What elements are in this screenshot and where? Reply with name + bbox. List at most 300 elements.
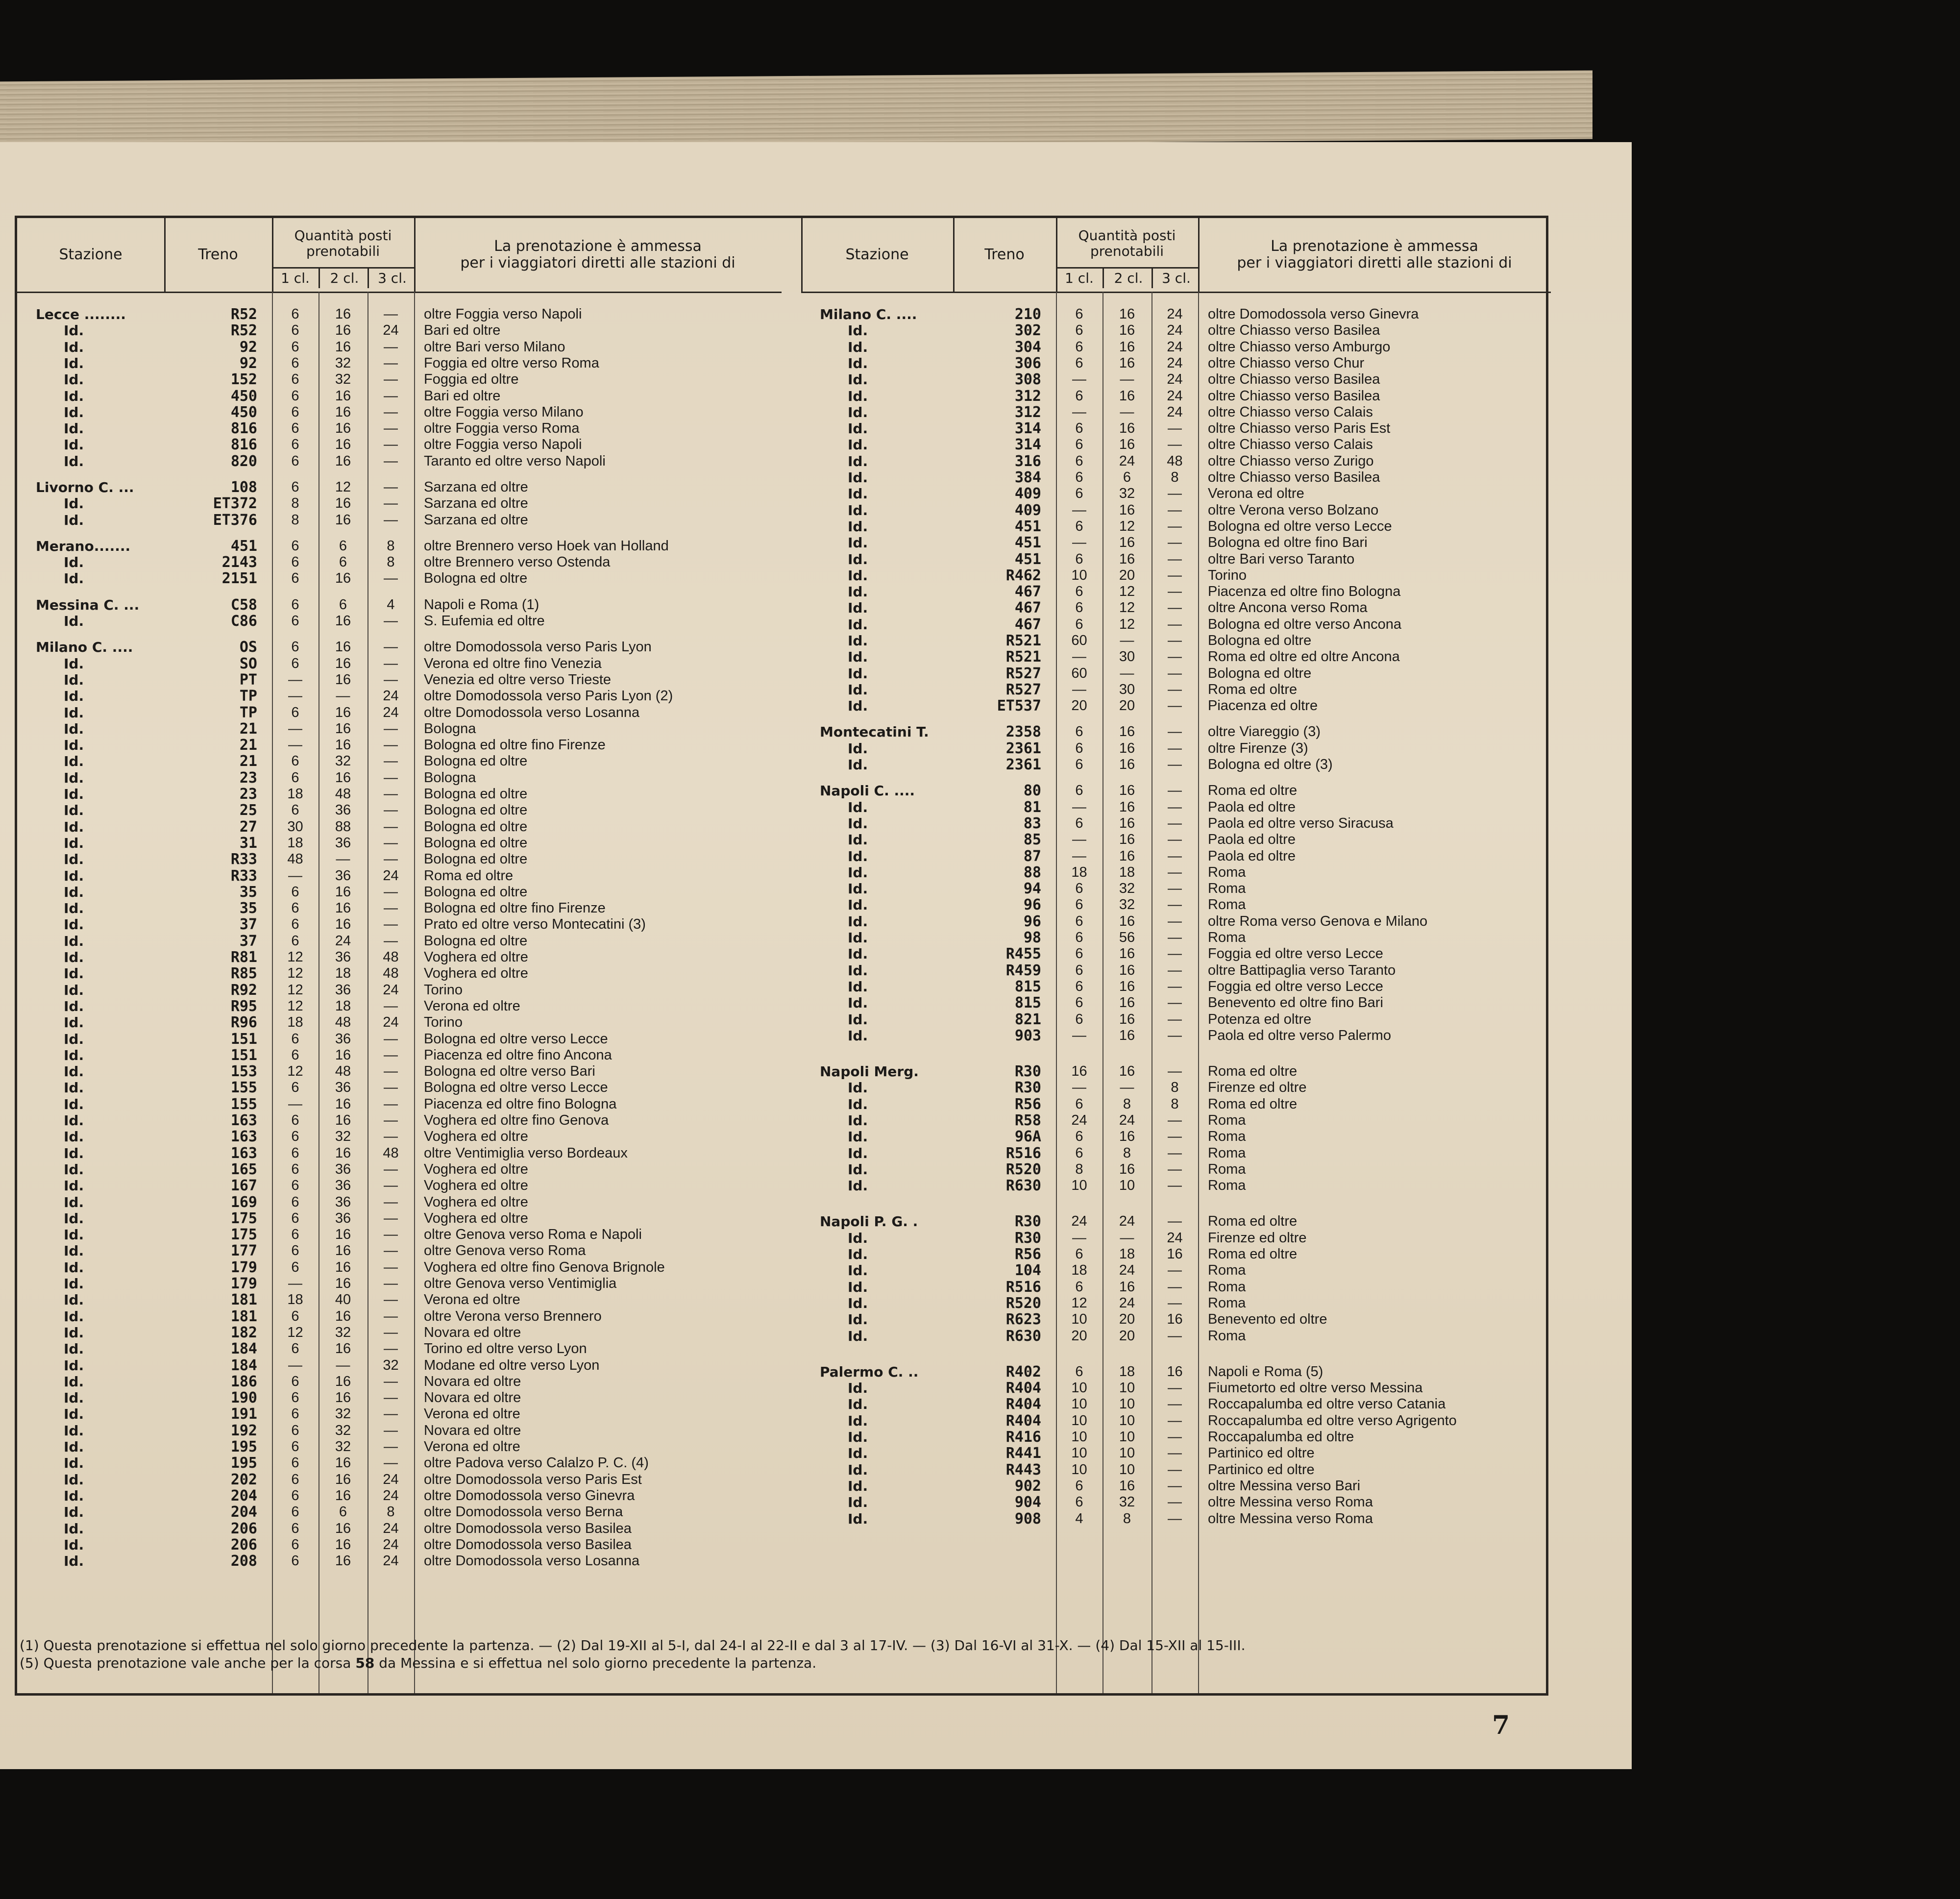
seats-3cl-cell: —: [1168, 799, 1182, 815]
seats-2cl-cell: —: [1120, 1230, 1134, 1246]
seats-3cl-cell: —: [1168, 1279, 1182, 1295]
seats-3cl-cell: 24: [1167, 355, 1183, 371]
train-cell: 450: [230, 387, 257, 405]
seats-3cl-cell: —: [384, 1129, 398, 1145]
seats-3cl-cell: 8: [387, 1504, 395, 1520]
seats-2cl-cell: 16: [335, 639, 351, 655]
destination-cell: Bologna ed oltre: [424, 753, 528, 769]
train-cell: R56: [1014, 1095, 1041, 1113]
destination-cell: oltre Padova verso Calalzo P. C. (4): [424, 1455, 649, 1471]
seats-1cl-cell: 6: [291, 900, 299, 916]
table-row: [17, 884, 782, 900]
train-cell: R33: [230, 867, 257, 885]
table-row: [17, 554, 782, 570]
table-row: [17, 538, 782, 554]
destination-cell: Paola ed oltre verso Palermo: [1208, 1027, 1391, 1043]
seats-3cl-cell: —: [384, 1373, 398, 1389]
destination-cell: Bologna ed oltre: [424, 835, 528, 851]
destination-cell: Roma ed oltre ed oltre Ancona: [1208, 649, 1400, 665]
destination-cell: Benevento ed oltre fino Bari: [1208, 995, 1383, 1011]
train-cell: R527: [1005, 681, 1041, 698]
station-cell: Id.: [64, 1341, 84, 1357]
table-row: [801, 864, 1551, 881]
table-row: [801, 339, 1551, 355]
seats-3cl-cell: —: [384, 884, 398, 900]
seats-3cl-cell: —: [384, 655, 398, 671]
station-cell: Id.: [64, 388, 84, 404]
station-cell: Id.: [64, 900, 84, 917]
seats-1cl-cell: 20: [1071, 698, 1087, 714]
seats-1cl-cell: 6: [291, 570, 299, 587]
destination-cell: oltre Roma verso Genova e Milano: [1208, 913, 1428, 929]
train-cell: 312: [1014, 403, 1041, 421]
header-quantita-line1: Quantità posti: [294, 227, 392, 244]
station-cell: Id.: [64, 453, 84, 469]
seats-3cl-cell: —: [384, 1096, 398, 1112]
destination-cell: oltre Ancona verso Roma: [1208, 600, 1368, 616]
seats-3cl-cell: —: [384, 1112, 398, 1129]
seats-2cl-cell: 8: [1123, 1510, 1131, 1527]
station-cell: Id.: [64, 1536, 84, 1553]
seats-2cl-cell: 36: [335, 835, 351, 851]
train-cell: 467: [1014, 599, 1041, 617]
table-row: [17, 1553, 782, 1569]
seats-1cl-cell: 18: [287, 786, 303, 802]
table-row: [17, 933, 782, 949]
station-cell: Id.: [848, 420, 868, 437]
seats-3cl-cell: —: [384, 355, 398, 371]
destination-cell: Bologna: [424, 769, 476, 786]
table-row: [17, 639, 782, 655]
table-row: [801, 371, 1551, 388]
seats-3cl-cell: —: [384, 1308, 398, 1324]
seats-3cl-cell: —: [384, 1161, 398, 1177]
train-cell: 182: [230, 1324, 257, 1341]
destination-cell: Piacenza ed oltre fino Ancona: [424, 1047, 612, 1063]
header-treno-right: Treno: [984, 246, 1025, 263]
train-cell: R404: [1005, 1396, 1041, 1413]
seats-2cl-cell: 20: [1119, 1328, 1135, 1344]
destination-cell: Roma: [1208, 1328, 1246, 1344]
table-row: [801, 1279, 1551, 1295]
seats-2cl-cell: 18: [335, 998, 351, 1014]
destination-cell: Torino: [1208, 567, 1247, 583]
train-cell: ET537: [997, 697, 1041, 715]
seats-2cl-cell: 6: [339, 538, 347, 554]
table-row: [17, 982, 782, 998]
seats-1cl-cell: 18: [1071, 864, 1087, 880]
destination-cell: Venezia ed oltre verso Trieste: [424, 671, 612, 688]
seats-2cl-cell: 16: [1119, 724, 1135, 740]
destination-cell: oltre Bari verso Milano: [424, 339, 565, 355]
train-cell: 451: [1014, 534, 1041, 552]
destination-cell: Bari ed oltre: [424, 388, 501, 404]
seats-1cl-cell: 6: [291, 1520, 299, 1536]
station-cell: Id.: [64, 867, 84, 884]
table-row: [17, 949, 782, 965]
station-cell: Id.: [848, 600, 868, 617]
seats-3cl-cell: —: [1168, 864, 1182, 880]
seats-3cl-cell: —: [1168, 1478, 1182, 1494]
station-cell: Id.: [64, 1422, 84, 1439]
destination-cell: Bologna ed oltre: [424, 884, 528, 900]
destination-cell: Bologna ed oltre: [424, 786, 528, 802]
seats-3cl-cell: —: [1168, 1145, 1182, 1161]
header-stazione-right: Stazione: [845, 246, 909, 263]
train-cell: 206: [230, 1520, 257, 1537]
station-cell: Id.: [848, 1230, 868, 1246]
train-cell: TP: [239, 704, 257, 721]
train-cell: R96: [230, 1014, 257, 1032]
station-cell: Id.: [64, 1553, 84, 1570]
table-row: [801, 1080, 1551, 1096]
station-cell: Id.: [64, 1504, 84, 1521]
station-cell: Id.: [848, 1429, 868, 1446]
table-row: [801, 469, 1551, 486]
seats-3cl-cell: —: [384, 1031, 398, 1047]
train-cell: 163: [230, 1128, 257, 1146]
train-cell: 21: [239, 753, 257, 770]
table-row: [17, 998, 782, 1014]
train-cell: R52: [230, 322, 257, 340]
destination-cell: Novara ed oltre: [424, 1373, 521, 1389]
table-row: [17, 1210, 782, 1227]
table-row: [17, 512, 782, 528]
destination-cell: oltre Domodossola verso Ginevra: [1208, 306, 1419, 322]
destination-cell: oltre Messina verso Roma: [1208, 1494, 1373, 1510]
seats-1cl-cell: 6: [291, 554, 299, 570]
destination-cell: Roccapalumba ed oltre verso Catania: [1208, 1396, 1446, 1412]
seats-3cl-cell: —: [384, 835, 398, 851]
seats-1cl-cell: 10: [1071, 567, 1087, 583]
table-row: [801, 930, 1551, 946]
seats-2cl-cell: 16: [335, 704, 351, 720]
destination-cell: Voghera ed oltre: [424, 1129, 528, 1145]
station-cell: Id.: [848, 584, 868, 600]
station-cell: Id.: [64, 916, 84, 933]
table-row: [17, 1259, 782, 1276]
seats-2cl-cell: 6: [339, 596, 347, 613]
seats-2cl-cell: 16: [335, 671, 351, 688]
station-cell: Id.: [848, 616, 868, 633]
seats-3cl-cell: —: [384, 1047, 398, 1063]
seats-2cl-cell: 16: [335, 1047, 351, 1063]
table-row: [17, 1031, 782, 1047]
seats-2cl-cell: 16: [335, 420, 351, 437]
table-row: [17, 495, 782, 512]
seats-3cl-cell: —: [384, 720, 398, 737]
train-cell: 304: [1014, 338, 1041, 356]
seats-1cl-cell: 12: [287, 965, 303, 982]
station-cell: Id.: [848, 848, 868, 864]
train-cell: 37: [239, 916, 257, 934]
seats-1cl-cell: 18: [287, 1292, 303, 1308]
seats-2cl-cell: 32: [1119, 486, 1135, 502]
station-cell: Id.: [848, 1380, 868, 1397]
footnote-5-train: 58: [355, 1655, 375, 1671]
station-cell: Napoli Merg.: [820, 1063, 919, 1080]
seats-3cl-cell: —: [384, 570, 398, 587]
destination-cell: oltre Foggia verso Milano: [424, 404, 584, 420]
destination-cell: oltre Messina verso Roma: [1208, 1510, 1373, 1527]
seats-1cl-cell: 6: [291, 1471, 299, 1487]
seats-1cl-cell: 6: [1075, 1494, 1083, 1510]
seats-1cl-cell: 6: [291, 1161, 299, 1177]
destination-cell: oltre Chiasso verso Basilea: [1208, 371, 1380, 388]
station-cell: Id.: [848, 930, 868, 946]
seats-1cl-cell: 6: [291, 371, 299, 388]
seats-3cl-cell: 8: [387, 554, 395, 570]
seats-2cl-cell: 30: [1119, 681, 1135, 697]
station-cell: Id.: [848, 799, 868, 815]
seats-3cl-cell: —: [1168, 1412, 1182, 1429]
table-row: [17, 570, 782, 587]
seats-2cl-cell: 36: [335, 1031, 351, 1047]
destination-cell: oltre Domodossola verso Paris Est: [424, 1471, 642, 1487]
destination-cell: Modane ed oltre verso Lyon: [424, 1357, 600, 1373]
seats-2cl-cell: 16: [1119, 832, 1135, 848]
seats-1cl-cell: 6: [291, 1112, 299, 1129]
station-cell: Id.: [64, 835, 84, 851]
seats-2cl-cell: 16: [335, 1096, 351, 1112]
destination-cell: oltre Messina verso Bari: [1208, 1478, 1361, 1494]
seats-1cl-cell: —: [288, 720, 302, 737]
seats-2cl-cell: 16: [335, 884, 351, 900]
seats-2cl-cell: 16: [1119, 1279, 1135, 1295]
table-row: [17, 1406, 782, 1422]
seats-1cl-cell: 6: [291, 1145, 299, 1161]
seats-1cl-cell: 6: [291, 596, 299, 613]
station-cell: Id.: [64, 1031, 84, 1047]
seats-2cl-cell: 16: [335, 322, 351, 339]
table-row: [801, 1478, 1551, 1494]
table-row: [801, 1028, 1551, 1044]
seats-3cl-cell: 48: [383, 965, 399, 982]
train-cell: R30: [1014, 1079, 1041, 1097]
destination-cell: Roma ed oltre: [1208, 783, 1298, 799]
destination-cell: oltre Chiasso verso Zurigo: [1208, 453, 1374, 469]
train-cell: 450: [230, 403, 257, 421]
table-row: [801, 1161, 1551, 1178]
seats-3cl-cell: 4: [387, 596, 395, 613]
table-row: [801, 617, 1551, 633]
seats-1cl-cell: 6: [291, 453, 299, 469]
destination-cell: Roma ed oltre: [424, 867, 514, 884]
train-cell: R516: [1005, 1278, 1041, 1296]
seats-3cl-cell: —: [1168, 848, 1182, 864]
seats-1cl-cell: 6: [291, 1422, 299, 1438]
timetable-page: [0, 142, 1632, 1769]
train-cell: R30: [1014, 1063, 1041, 1081]
table-row: [801, 1295, 1551, 1311]
table-row: [801, 1246, 1551, 1262]
seats-3cl-cell: —: [1168, 420, 1182, 437]
station-cell: Id.: [64, 1471, 84, 1488]
train-cell: 312: [1014, 387, 1041, 405]
train-cell: 902: [1014, 1477, 1041, 1495]
station-cell: Id.: [64, 704, 84, 721]
seats-1cl-cell: 6: [291, 404, 299, 420]
seats-1cl-cell: 6: [291, 1406, 299, 1422]
seats-1cl-cell: —: [1072, 1080, 1086, 1096]
seats-3cl-cell: —: [1168, 1328, 1182, 1344]
destination-cell: Roma ed oltre: [1208, 1246, 1298, 1262]
train-cell: 208: [230, 1553, 257, 1570]
seats-2cl-cell: —: [336, 1357, 350, 1373]
train-cell: 904: [1014, 1494, 1041, 1511]
station-cell: Id.: [848, 1262, 868, 1279]
table-row: [17, 1243, 782, 1259]
table-row: [801, 682, 1551, 698]
train-cell: TP: [239, 688, 257, 705]
seats-3cl-cell: —: [384, 737, 398, 753]
seats-3cl-cell: —: [384, 512, 398, 528]
destination-cell: Roma: [1208, 1295, 1246, 1311]
seats-1cl-cell: 10: [1071, 1461, 1087, 1478]
seats-1cl-cell: 6: [291, 704, 299, 720]
seats-2cl-cell: —: [1120, 633, 1134, 648]
seats-3cl-cell: —: [384, 339, 398, 355]
destination-cell: Roma: [1208, 1178, 1246, 1194]
destination-cell: Novara ed oltre: [424, 1390, 521, 1406]
seats-1cl-cell: 6: [1075, 1363, 1083, 1380]
seats-3cl-cell: —: [1168, 930, 1182, 946]
seats-1cl-cell: —: [1072, 404, 1086, 420]
table-row: [801, 1178, 1551, 1194]
train-cell: 204: [230, 1487, 257, 1504]
header-prenotazione-line1-right: La prenotazione è ammessa: [1271, 238, 1478, 255]
header-quantita-line2: prenotabili: [306, 243, 380, 259]
seats-3cl-cell: —: [384, 1406, 398, 1422]
destination-cell: Roma: [1208, 1262, 1246, 1279]
seats-3cl-cell: —: [384, 453, 398, 469]
page-number: 7: [1492, 1710, 1510, 1740]
train-cell: 80: [1023, 782, 1041, 800]
train-cell: 2358: [1005, 723, 1041, 741]
station-cell: Id.: [64, 769, 84, 786]
table-row: [17, 688, 782, 704]
table-row: [17, 339, 782, 355]
table-row: [801, 1396, 1551, 1412]
seats-1cl-cell: 8: [1075, 1161, 1083, 1177]
seats-1cl-cell: —: [1072, 535, 1086, 551]
seats-3cl-cell: —: [1168, 698, 1182, 714]
station-cell: Id.: [848, 757, 868, 773]
seats-2cl-cell: 24: [1119, 1262, 1135, 1279]
table-row: [17, 802, 782, 818]
seats-1cl-cell: —: [1072, 848, 1086, 864]
station-cell: Id.: [64, 404, 84, 420]
seats-1cl-cell: 6: [291, 339, 299, 355]
seats-1cl-cell: 6: [1075, 1478, 1083, 1494]
header-treno: Treno: [198, 246, 238, 263]
seats-1cl-cell: 6: [1075, 453, 1083, 469]
seats-3cl-cell: —: [1168, 1445, 1182, 1461]
footnote-5-text-a: (5) Questa prenotazione vale anche per la corsa: [20, 1655, 356, 1671]
seats-1cl-cell: 6: [1075, 584, 1083, 600]
seats-3cl-cell: 8: [1171, 469, 1179, 485]
destination-cell: Bari ed oltre: [424, 322, 501, 339]
seats-2cl-cell: 20: [1119, 698, 1135, 714]
station-cell: Lecce ........: [36, 306, 126, 322]
seats-3cl-cell: 8: [1171, 1096, 1179, 1112]
seats-1cl-cell: 6: [1075, 1129, 1083, 1145]
station-cell: Id.: [848, 437, 868, 453]
destination-cell: Voghera ed oltre: [424, 1178, 528, 1194]
seats-3cl-cell: 48: [1167, 453, 1183, 469]
seats-2cl-cell: 16: [1119, 535, 1135, 551]
seats-2cl-cell: 32: [335, 1439, 351, 1455]
seats-2cl-cell: 16: [335, 1553, 351, 1569]
station-cell: Id.: [64, 688, 84, 705]
seats-3cl-cell: —: [384, 933, 398, 949]
station-cell: Id.: [848, 1080, 868, 1096]
seats-2cl-cell: 16: [1119, 551, 1135, 567]
destination-cell: oltre Verona verso Brennero: [424, 1308, 602, 1324]
seats-2cl-cell: 16: [335, 655, 351, 671]
table-row: [17, 1292, 782, 1308]
station-cell: Id.: [848, 740, 868, 757]
station-cell: Id.: [64, 1487, 84, 1504]
destination-cell: Roma: [1208, 1161, 1246, 1177]
destination-cell: Roccapalumba ed oltre: [1208, 1429, 1354, 1445]
seats-2cl-cell: 16: [335, 769, 351, 786]
station-cell: Id.: [64, 613, 84, 630]
table-row: [17, 705, 782, 721]
train-cell: 27: [239, 818, 257, 836]
table-row: [17, 1374, 782, 1390]
seats-1cl-cell: 6: [291, 1178, 299, 1194]
table-row: [801, 453, 1551, 469]
seats-2cl-cell: 16: [1119, 339, 1135, 355]
seats-1cl-cell: 10: [1071, 1396, 1087, 1412]
seats-3cl-cell: 24: [383, 1520, 399, 1536]
table-row: [17, 656, 782, 672]
table-row: [17, 1488, 782, 1504]
seats-3cl-cell: —: [1168, 1129, 1182, 1145]
station-cell: Id.: [64, 753, 84, 770]
train-cell: 163: [230, 1112, 257, 1130]
table-row: [17, 1227, 782, 1243]
destination-cell: Bologna ed oltre (3): [1208, 757, 1333, 773]
seats-2cl-cell: 32: [1119, 897, 1135, 913]
seats-3cl-cell: —: [384, 1080, 398, 1096]
train-cell: 2151: [221, 570, 257, 588]
seats-3cl-cell: —: [384, 998, 398, 1014]
seats-3cl-cell: 24: [1167, 371, 1183, 388]
train-cell: C58: [230, 596, 257, 614]
train-cell: 35: [239, 900, 257, 917]
destination-cell: oltre Domodossola verso Berna: [424, 1504, 623, 1520]
seats-3cl-cell: 24: [383, 1536, 399, 1553]
station-cell: Id.: [848, 518, 868, 535]
station-cell: Id.: [848, 371, 868, 388]
station-cell: Id.: [848, 1178, 868, 1194]
seats-2cl-cell: 6: [339, 554, 347, 570]
seats-3cl-cell: 24: [1167, 306, 1183, 322]
station-cell: Id.: [64, 1129, 84, 1145]
train-cell: 815: [1014, 994, 1041, 1012]
seats-2cl-cell: 16: [335, 1455, 351, 1471]
destination-cell: oltre Chiasso verso Basilea: [1208, 388, 1380, 404]
destination-cell: Napoli e Roma (5): [1208, 1363, 1323, 1380]
seats-2cl-cell: 56: [1119, 930, 1135, 946]
destination-cell: Benevento ed oltre: [1208, 1311, 1327, 1328]
seats-1cl-cell: 6: [291, 1373, 299, 1389]
station-cell: Id.: [848, 1246, 868, 1263]
seats-3cl-cell: —: [1168, 551, 1182, 567]
seats-2cl-cell: 16: [1119, 815, 1135, 831]
